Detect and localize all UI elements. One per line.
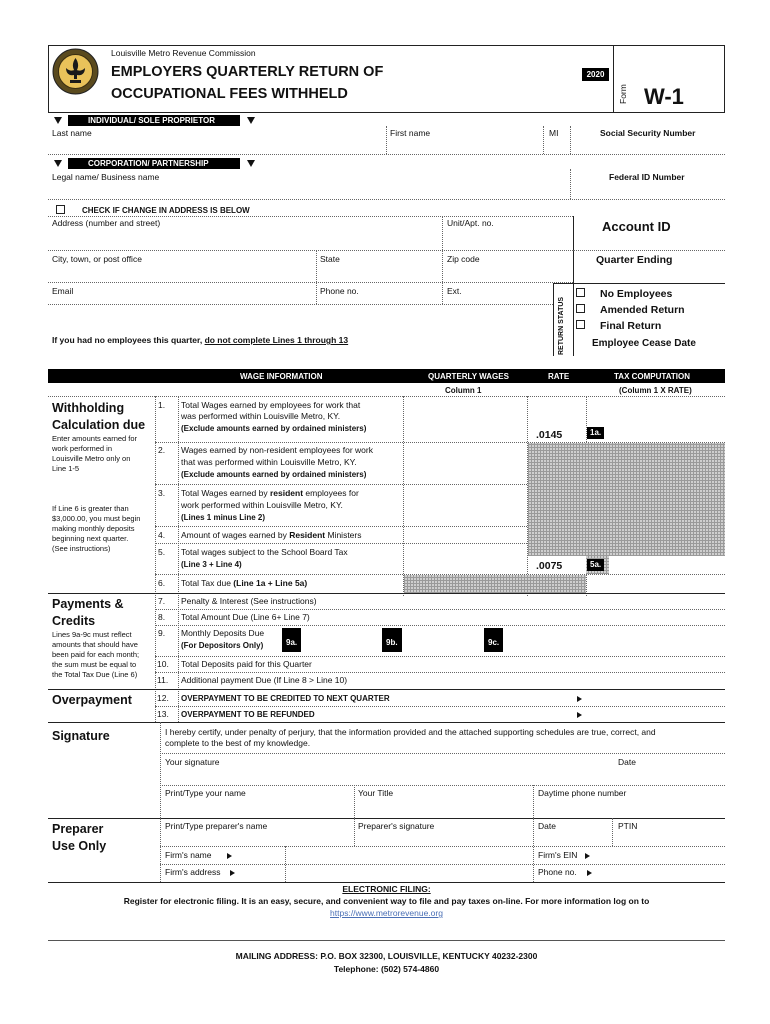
line5-rate: .0075	[536, 560, 563, 572]
line1-text-a: Total Wages earned by employees for work that	[181, 400, 361, 410]
divider	[48, 304, 553, 305]
divider	[155, 656, 725, 657]
amended-return-checkbox[interactable]	[576, 304, 585, 313]
phone-label: Phone no.	[320, 286, 359, 296]
line4-number: 4.	[158, 530, 166, 540]
line11-input[interactable]	[590, 674, 722, 686]
line10-text: Total Deposits paid for this Quarter	[181, 659, 312, 669]
legal-name-input[interactable]	[52, 184, 566, 198]
efile-url-link[interactable]: https://www.metrorevenue.org	[330, 908, 443, 918]
telephone: Telephone: (502) 574-4860	[333, 964, 440, 974]
divider	[533, 785, 534, 818]
form-title-line2: OCCUPATIONAL FEES WITHHELD	[111, 86, 348, 102]
firm-name-label: Firm's name	[165, 850, 212, 860]
line5-wages-input[interactable]	[406, 556, 524, 572]
mailing-address: MAILING ADDRESS: P.O. BOX 32300, LOUISVILLE, KENTUCKY 40232-2300	[235, 951, 538, 961]
quarter-ending-label: Quarter Ending	[596, 254, 673, 266]
line6-tax-input[interactable]	[590, 577, 722, 591]
line11-number: 11.	[157, 675, 169, 685]
divider	[155, 625, 725, 626]
divider	[48, 216, 573, 217]
first-name-label: First name	[390, 128, 431, 138]
withholding-title-line2: Calculation due	[52, 418, 146, 432]
certify-text: I hereby certify, under penalty of perjury, that the information provided and the attached supporting schedules are true, correct, and complete to the best of my knowledge.	[165, 727, 656, 748]
corporation-bar-label: CORPORATION/ PARTNERSHIP	[88, 159, 209, 168]
efile-title: ELECTRONIC FILING:	[342, 884, 431, 894]
arrow-right-icon	[587, 870, 592, 876]
divider	[48, 722, 725, 723]
line9a-input[interactable]	[306, 630, 380, 654]
last-name-input[interactable]	[52, 140, 382, 154]
email-label: Email	[52, 286, 74, 296]
preparer-signature-input[interactable]	[358, 833, 530, 845]
divider	[442, 216, 443, 304]
line8-text: Total Amount Due (Line 6+ Line 7)	[181, 612, 310, 622]
line13-number: 13.	[157, 709, 169, 719]
line9b-tag: 9b.	[382, 628, 402, 652]
account-id-input[interactable]	[577, 236, 723, 250]
divider	[48, 882, 725, 883]
line9c-input[interactable]	[508, 630, 582, 654]
arrow-right-icon	[230, 870, 235, 876]
line12-input[interactable]	[590, 692, 722, 704]
arrow-right-icon	[585, 853, 590, 859]
divider	[155, 484, 527, 485]
print-name-label: Print/Type your name	[165, 788, 246, 798]
cease-date-label: Employee Cease Date	[592, 338, 696, 349]
divider	[160, 864, 725, 865]
line2-wages-input[interactable]	[406, 466, 524, 482]
divider	[160, 722, 161, 818]
divider	[178, 396, 179, 722]
line5-text-a: Total wages subject to the School Board Tax	[181, 547, 348, 557]
return-status-label: RETURN STATUS	[558, 296, 565, 355]
line12-text: OVERPAYMENT TO BE CREDITED TO NEXT QUARTER	[181, 694, 390, 703]
divider	[354, 785, 355, 818]
preparer-title-line1: Preparer	[52, 822, 104, 836]
overpayment-title: Overpayment	[52, 693, 132, 707]
efile-text: Register for electronic filing. It is an easy, secure, and convenient way to file and pay taxes on-line. For more information log on to	[123, 896, 650, 906]
ssn-label: Social Security Number	[600, 128, 696, 138]
divider	[316, 250, 317, 304]
line13-input[interactable]	[590, 708, 722, 720]
divider	[570, 126, 571, 154]
line11-text: Additional payment Due (If Line 8 > Line 10)	[181, 675, 348, 685]
preparer-date-input[interactable]	[538, 833, 608, 845]
line7-text: Penalty & Interest (See instructions)	[181, 596, 317, 606]
unit-input[interactable]	[446, 232, 570, 248]
withholding-note2: If Line 6 is greater than $3,000.00, you must begin making monthly deposits beginning next quarter. (See instructions)	[52, 504, 141, 553]
line5a-tag: 5a.	[587, 559, 604, 571]
line1-rate: .0145	[536, 429, 563, 441]
final-return-label: Final Return	[600, 320, 662, 332]
divider	[155, 609, 725, 610]
payments-note: Lines 9a-9c must reflect amounts that should have been paid for each month; the sum must be equal to the Total Tax Due (Line 6)	[52, 630, 140, 679]
divider	[48, 154, 725, 155]
preparer-date-label: Date	[538, 821, 556, 831]
line3-text-c: (Lines 1 minus Line 2)	[181, 513, 266, 522]
line4-text-a3: Ministers	[325, 530, 362, 540]
fein-input[interactable]	[574, 184, 724, 198]
account-id-label: Account ID	[602, 219, 671, 234]
line1-text-c: (Exclude amounts earned by ordained ministers)	[181, 424, 367, 433]
line9a-tag: 9a.	[282, 628, 301, 652]
corporation-bar	[68, 158, 240, 169]
line10-number: 10.	[157, 659, 169, 669]
line9b-input[interactable]	[406, 630, 480, 654]
first-name-input[interactable]	[390, 140, 540, 154]
divider	[354, 818, 355, 846]
last-name-label: Last name	[52, 128, 92, 138]
divider	[48, 940, 725, 941]
shaded-area	[404, 575, 586, 593]
quarterly-wages-header: QUARTERLY WAGES	[428, 372, 509, 381]
chevron-down-icon	[247, 117, 255, 124]
line9-number: 9.	[158, 628, 166, 638]
divider	[48, 593, 725, 594]
chevron-down-icon	[54, 160, 62, 167]
your-title-label: Your Title	[358, 788, 394, 798]
divider	[533, 818, 534, 882]
line10-input[interactable]	[590, 658, 722, 670]
line8-number: 8.	[158, 612, 166, 622]
signature-title: Signature	[52, 729, 110, 743]
line6-text-a2: (Line 1a + Line 5a)	[233, 578, 308, 588]
mi-label: MI	[549, 128, 559, 138]
firm-name-input[interactable]	[289, 849, 529, 863]
chevron-down-icon	[54, 117, 62, 124]
ext-input[interactable]	[446, 297, 550, 304]
divider	[48, 689, 725, 690]
divider	[48, 282, 573, 283]
line5-text-b: (Line 3 + Line 4)	[181, 560, 242, 569]
divider	[155, 706, 725, 707]
line2-text-b: that was performed within Louisville Metro, KY.	[181, 457, 357, 467]
divider	[386, 126, 387, 154]
divider	[48, 250, 573, 251]
divider	[160, 753, 725, 754]
firm-address-label: Firm's address	[165, 867, 221, 877]
year-badge: 2020	[582, 68, 609, 81]
withholding-note1: Enter amounts earned for work performed in Louisville Metro only on Line 1-5	[52, 434, 138, 473]
no-employees-checkbox[interactable]	[576, 288, 585, 297]
form-title-line1: EMPLOYERS QUARTERLY RETURN OF	[111, 64, 384, 80]
firm-ein-label: Firm's EIN	[538, 850, 578, 860]
withholding-title-line1: Withholding	[52, 401, 125, 415]
seal-logo	[52, 48, 99, 95]
line3-wages-input[interactable]	[406, 508, 524, 524]
individual-bar-label: INDIVIDUAL/ SOLE PROPRIETOR	[88, 116, 215, 125]
no-employees-label: No Employees	[600, 288, 673, 300]
unit-label: Unit/Apt. no.	[447, 218, 494, 228]
line9-text-a: Monthly Deposits Due	[181, 628, 265, 638]
divider	[160, 846, 725, 847]
line1-wages-input[interactable]	[406, 425, 524, 441]
rate-header: RATE	[548, 372, 570, 381]
ptin-label: PTIN	[618, 821, 638, 831]
line4-text	[181, 530, 362, 541]
ssn-input[interactable]	[574, 140, 724, 154]
line7-input[interactable]	[590, 595, 722, 607]
state-input[interactable]	[320, 266, 438, 280]
line1-number: 1.	[158, 400, 166, 410]
divider	[48, 199, 725, 200]
divider	[160, 818, 161, 882]
line2-number: 2.	[158, 445, 166, 455]
payments-title-line2: Credits	[52, 614, 96, 628]
tax-computation-header: TAX COMPUTATION	[614, 372, 690, 381]
tax-formula-header: (Column 1 X RATE)	[619, 386, 692, 395]
address-change-label: CHECK IF CHANGE IN ADDRESS IS BELOW	[82, 206, 250, 215]
signature-date-label: Date	[618, 757, 636, 767]
final-return-checkbox[interactable]	[576, 320, 585, 329]
line3-text-a2: resident	[269, 488, 304, 498]
your-signature-label: Your signature	[165, 757, 220, 767]
agency-name: Louisville Metro Revenue Commission	[111, 48, 256, 58]
line1a-tag: 1a.	[587, 427, 604, 439]
line1-text-b: was performed within Louisville Metro, KY.	[181, 411, 341, 421]
divider	[403, 396, 404, 596]
state-label: State	[320, 254, 340, 264]
line9-text-b: (For Depositors Only)	[181, 641, 264, 650]
no-employees-note-text: If you had no employees this quarter,	[52, 335, 205, 345]
daytime-phone-label: Daytime phone number	[538, 788, 627, 798]
divider	[155, 396, 156, 722]
amended-return-label: Amended Return	[600, 304, 685, 316]
divider	[155, 526, 527, 527]
quarter-ending-input[interactable]	[577, 268, 723, 282]
line4-text-a1: Amount of wages earned by	[181, 530, 290, 540]
divider	[543, 126, 544, 154]
ext-label: Ext.	[447, 286, 462, 296]
preparer-phone-label: Phone no.	[538, 867, 577, 877]
line6-number: 6.	[158, 578, 166, 588]
line9c-tag: 9c.	[484, 628, 503, 652]
no-employees-note	[52, 335, 348, 346]
divider	[48, 396, 725, 397]
line3-text-a3: employees for	[303, 488, 359, 498]
divider	[155, 543, 527, 544]
arrow-right-icon	[577, 696, 582, 702]
individual-bar	[68, 115, 240, 126]
divider	[553, 283, 725, 284]
divider	[573, 250, 725, 251]
phone-input[interactable]	[320, 297, 438, 304]
chevron-down-icon	[247, 160, 255, 167]
print-name-input[interactable]	[165, 801, 351, 815]
email-input[interactable]	[52, 297, 312, 304]
firm-ein-input[interactable]	[594, 849, 722, 863]
legal-name-label: Legal name/ Business name	[52, 172, 160, 182]
payments-title-line1: Payments &	[52, 597, 124, 611]
line6-text	[181, 578, 307, 589]
divider	[612, 818, 613, 846]
line4-wages-input[interactable]	[406, 528, 524, 542]
arrow-right-icon	[227, 853, 232, 859]
street-label: Address (number and street)	[52, 218, 161, 228]
line3-text-b: work performed within Louisville Metro, KY.	[181, 500, 343, 510]
header-divider	[613, 45, 614, 113]
city-input[interactable]	[52, 266, 312, 280]
right-panel-border	[573, 216, 574, 356]
divider	[160, 785, 725, 786]
divider	[553, 283, 554, 356]
line4-text-a2: Resident	[289, 530, 326, 540]
zip-label: Zip code	[447, 254, 480, 264]
form-word: Form	[618, 84, 628, 104]
line6-text-a1: Total Tax due	[181, 578, 234, 588]
line3-text-a1: Total Wages earned by	[181, 488, 270, 498]
zip-input[interactable]	[446, 266, 570, 280]
divider	[48, 818, 725, 819]
divider	[570, 169, 571, 199]
firm-address-input[interactable]	[289, 866, 529, 880]
preparer-phone-input[interactable]	[596, 866, 722, 880]
preparer-name-input[interactable]	[165, 833, 351, 845]
line5-number: 5.	[158, 547, 166, 557]
mi-input[interactable]	[547, 140, 567, 154]
signature-input[interactable]	[165, 769, 721, 783]
city-label: City, town, or post office	[52, 254, 142, 264]
line1a-tax-input[interactable]	[610, 425, 722, 441]
column1-header: Column 1	[445, 386, 482, 395]
preparer-title-line2: Use Only	[52, 839, 107, 853]
line13-text: OVERPAYMENT TO BE REFUNDED	[181, 710, 315, 719]
preparer-print-name-label: Print/Type preparer's name	[165, 821, 268, 831]
line3-text-a	[181, 488, 359, 499]
daytime-phone-input[interactable]	[538, 801, 722, 815]
line7-number: 7.	[158, 596, 166, 606]
wage-info-header: WAGE INFORMATION	[240, 372, 323, 381]
address-change-checkbox[interactable]	[56, 205, 65, 214]
shaded-area	[528, 443, 725, 574]
fein-label: Federal ID Number	[609, 172, 685, 182]
line12-number: 12.	[157, 693, 169, 703]
line8-input[interactable]	[590, 611, 722, 623]
arrow-right-icon	[577, 712, 582, 718]
divider	[155, 672, 725, 673]
form-id: W-1	[644, 84, 684, 109]
line3-number: 3.	[158, 488, 166, 498]
street-input[interactable]	[52, 232, 438, 248]
ptin-input[interactable]	[616, 833, 722, 845]
efile-link-wrap	[48, 908, 725, 919]
line2-text-a: Wages earned by non-resident employees for work	[181, 445, 373, 455]
your-title-input[interactable]	[358, 801, 530, 815]
preparer-signature-label: Preparer's signature	[358, 821, 435, 831]
line2-text-c: (Exclude amounts earned by ordained ministers)	[181, 470, 367, 479]
line5a-tax-input[interactable]	[610, 557, 722, 573]
no-employees-note-underlined: do not complete Lines 1 through 13	[204, 335, 349, 345]
